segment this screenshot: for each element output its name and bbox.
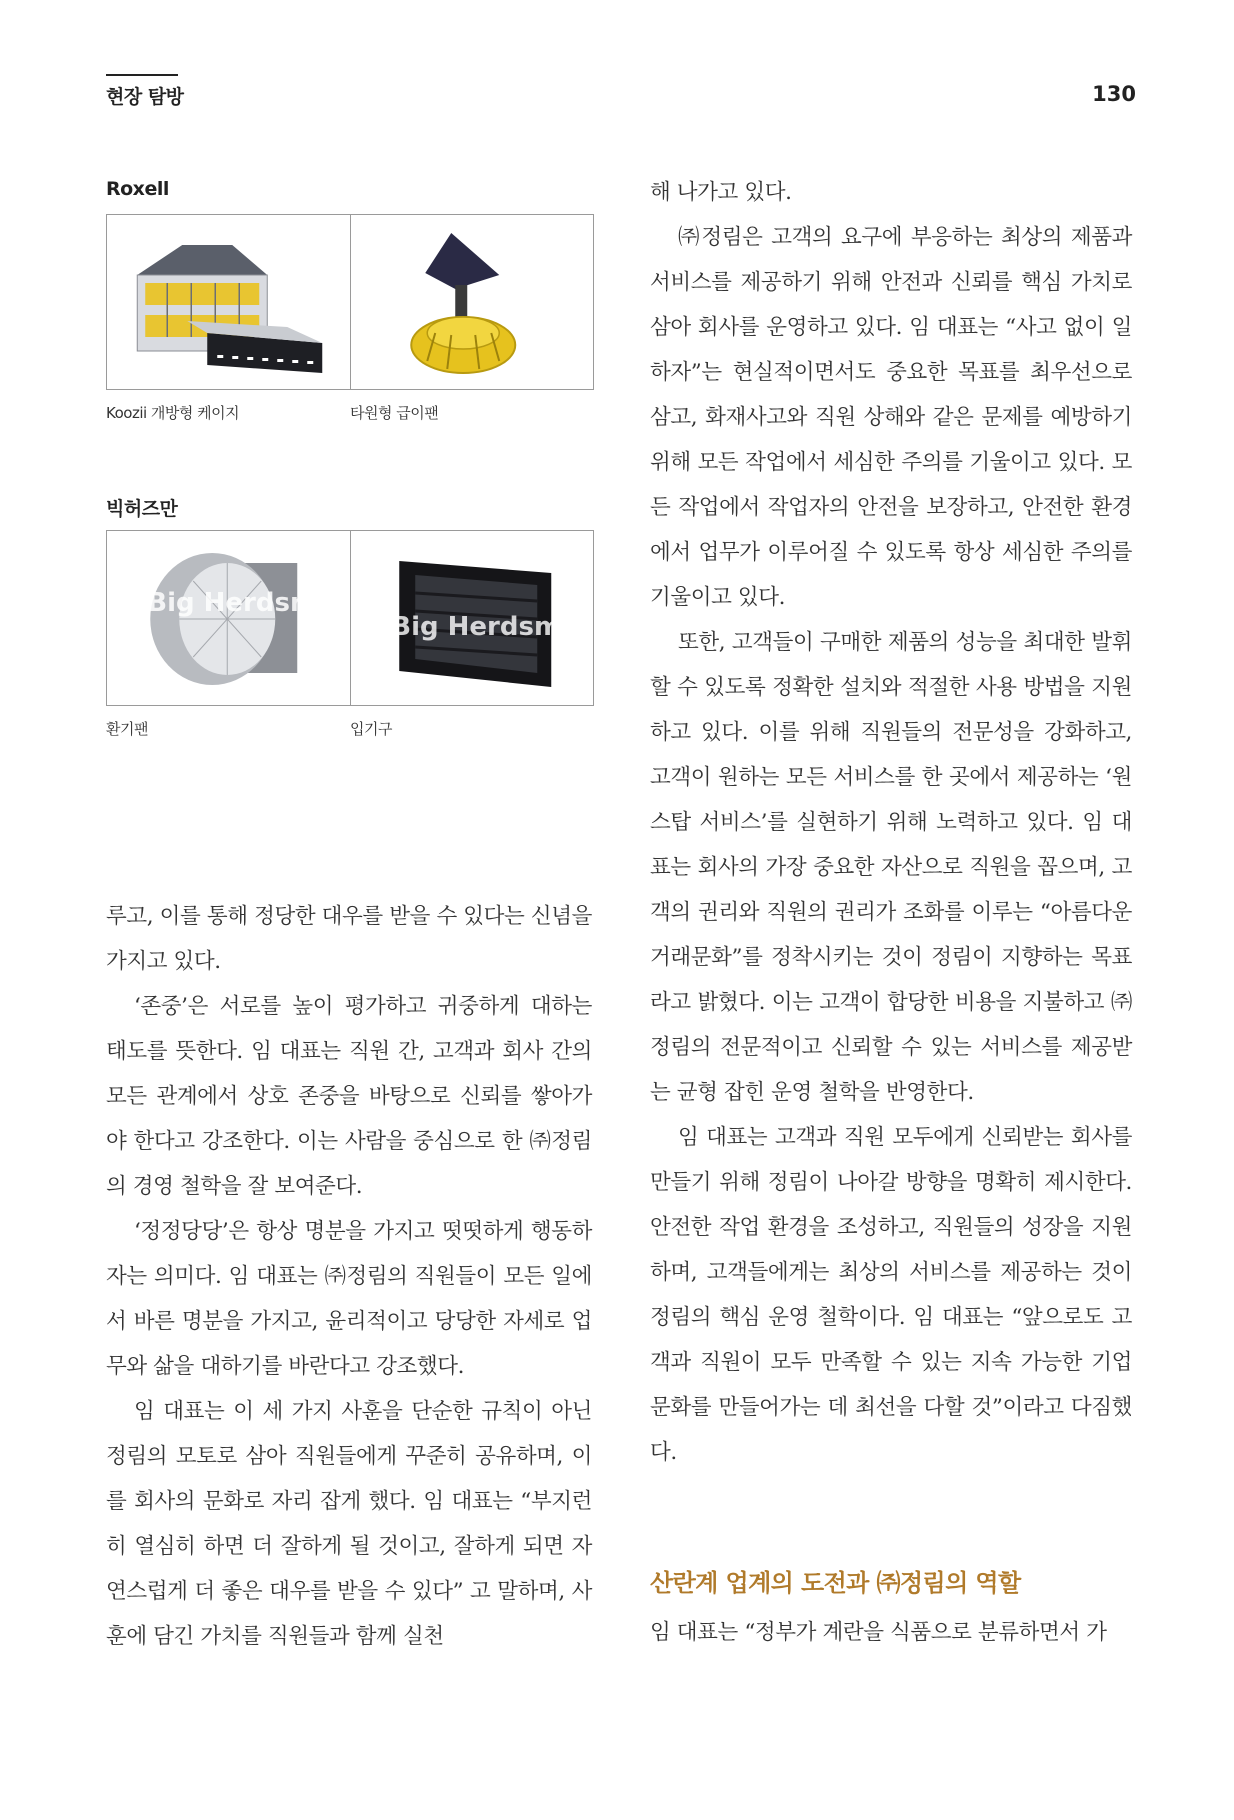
right-column [650,170,1132,1475]
ventilation-fan-image [107,531,350,705]
feeder-pan-illustration [351,215,594,389]
paragraph: 루고, 이를 통해 정당한 대우를 받을 수 있다는 신념을 가지고 있다. [106,904,592,974]
feeder-pan-image [350,215,594,389]
paragraph: 임 대표는 고객과 직원 모두에게 신뢰받는 회사를 만들기 위해 정림이 나아갈 방향을 명확히 제시한다. 안전한 작업 환경을 조성하고, 직원들의 성장을 지원하며, 고객들에게는 최상의 서비스를 제공하는 것이 정림의 핵심 운영 철학이다. 임 대표는 “앞으로도 고객과 직원이 모두 만족할 수 있는 지속 가능한 기업 문화를 만들어가는 데 최선을 다할 것”이라고 다짐했다. [650,1125,1132,1465]
header-rule [106,74,178,76]
caption-feeder-pan: 타원형 급이팬 [350,404,439,422]
paragraph: 임 대표는 이 세 가지 사훈을 단순한 규칙이 아닌 정림의 모토로 삼아 직원들에게 꾸준히 공유하며, 이를 회사의 문화로 자리 잡게 했다. 임 대표는 “부지런히 열심히 하면 더 잘하게 될 것이고, 잘하게 되면 자연스럽게 더 좋은 대우를 받을 수 있다” 고 말하며, 사훈에 담긴 가치를 직원들과 함께 실천 [106,1399,592,1649]
section-title: 현장 탐방 [106,86,184,108]
paragraph: 또한, 고객들이 구매한 제품의 성능을 최대한 발휘할 수 있도록 정확한 설치와 적절한 사용 방법을 지원하고 있다. 이를 위해 직원들의 전문성을 강화하고, 고객이 원하는 모든 서비스를 한 곳에서 제공하는 ‘원스탑 서비스’를 실현하기 위해 노력하고 있다. 임 대표는 회사의 가장 중요한 자산으로 직원을 꼽으며, 고객의 권리와 직원의 권리가 조화를 이루는 “아름다운 거래문화”를 정착시키는 것이 정림이 지향하는 목표라고 밝혔다. 이는 고객이 합당한 비용을 지불하고 ㈜정림의 전문적이고 신뢰할 수 있는 서비스를 제공받는 균형 잡힌 운영 철학을 반영한다. [650,630,1132,1105]
cage-illustration [107,215,350,389]
watermark-text: Big Herdsma [390,612,579,642]
page-number: 130 [1092,82,1136,106]
caption-air-inlet: 입기구 [350,720,392,738]
caption-cage: Koozii 개방형 케이지 [106,404,240,422]
figure-group-title-roxell: Roxell [106,178,169,200]
paragraph: 임 대표는 “정부가 계란을 식품으로 분류하면서 가 [650,1620,1107,1645]
paragraph: ㈜정림은 고객의 요구에 부응하는 최상의 제품과 서비스를 제공하기 위해 안전과 신뢰를 핵심 가치로 삼아 회사를 운영하고 있다. 임 대표는 “사고 없이 일하자”는 현실적이면서도 중요한 목표를 최우선으로 삼고, 화재사고와 직원 상해와 같은 문제를 예방하기 위해 모든 작업에서 세심한 주의를 기울이고 있다. 모든 작업에서 작업자의 안전을 보장하고, 안전한 환경에서 업무가 이루어질 수 있도록 항상 세심한 주의를 기울이고 있다. [650,225,1132,610]
air-inlet-illustration [351,531,594,705]
section-subheading: 산란계 업계의 도전과 ㈜정림의 역할 [650,1569,1021,1597]
watermark-text: Big Herdsma [147,588,335,618]
figure-row-roxell [106,214,594,390]
paragraph: ‘정정당당’은 항상 명분을 가지고 떳떳하게 행동하자는 의미다. 임 대표는 ㈜정림의 직원들이 모든 일에서 바른 명분을 가지고, 윤리적이고 당당한 자세로 업무와 삶을 대하기를 바란다고 강조했다. [106,1219,592,1379]
paragraph: 해 나가고 있다. [650,180,792,205]
figure-group-title-big-herdsman: 빅허즈만 [106,498,178,520]
paragraph: ‘존중’은 서로를 높이 평가하고 귀중하게 대하는 태도를 뜻한다. 임 대표는 직원 간, 고객과 회사 간의 모든 관계에서 상호 존중을 바탕으로 신뢰를 쌓아가야 한다고 강조한다. 이는 사람을 중심으로 한 ㈜정림의 경영 철학을 잘 보여준다. [106,994,592,1199]
cage-image [107,215,350,389]
ventilation-fan-illustration [107,531,350,705]
caption-ventilation-fan: 환기팬 [106,720,148,738]
air-inlet-image [350,531,594,705]
figure-row-big-herdsman [106,530,594,706]
left-column [106,894,592,1659]
